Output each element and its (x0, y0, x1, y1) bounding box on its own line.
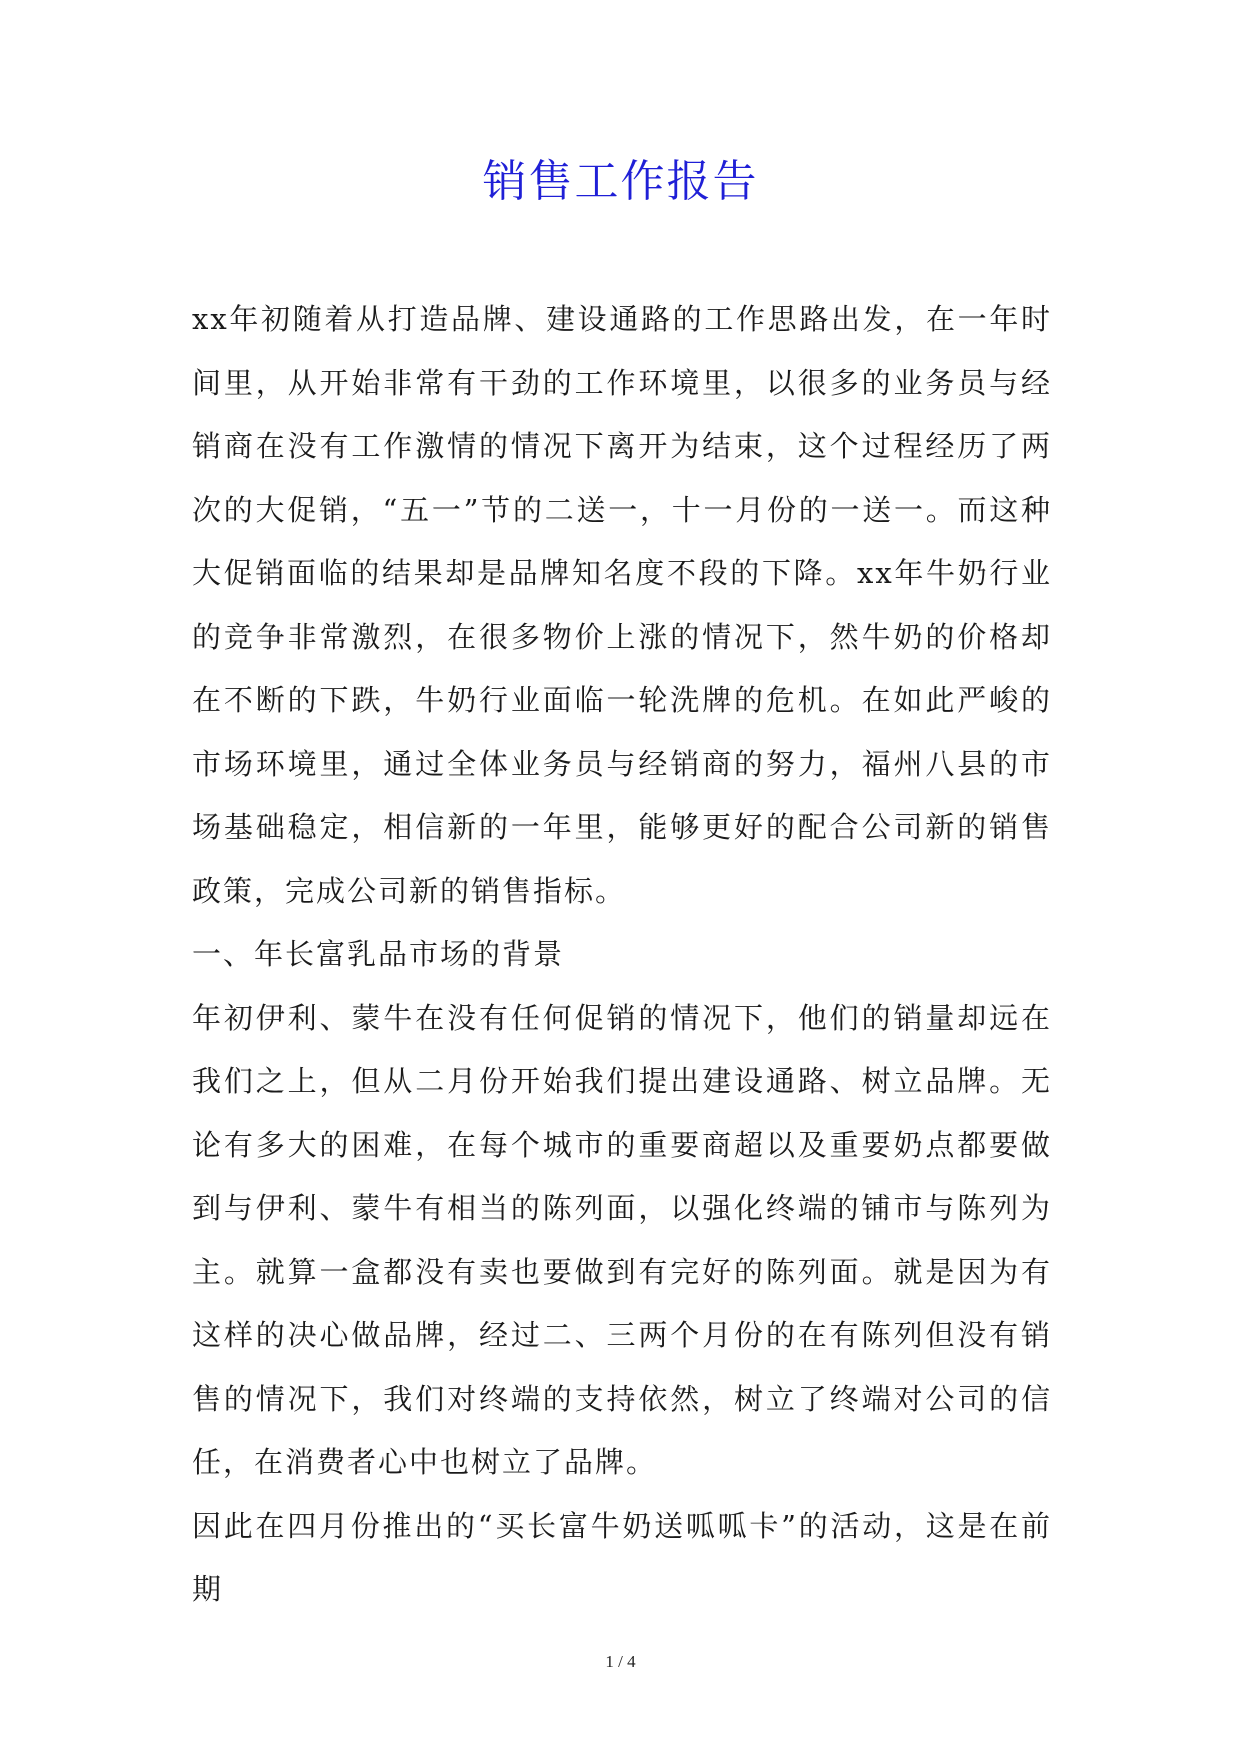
paragraph-background: 年初伊利、蒙牛在没有任何促销的情况下，他们的销量却远在我们之上，但从二月份开始我们提出建设通路、树立品牌。无论有多大的困难，在每个城市的重要商超以及重要奶点都要做到与伊利、蒙牛有相当的陈列面，以强化终端的铺市与陈列为主。就算一盒都没有卖也要做到有完好的陈列面。就是因为有这样的决心做品牌，经过二、三两个月份的在有陈列但没有销售的情况下，我们对终端的支持依然，树立了终端对公司的信任，在消费者心中也树立了品牌。 (192, 1000, 1052, 1479)
paragraph-april-promotion: 因此在四月份推出的“买长富牛奶送呱呱卡”的活动，这是在前期 (192, 1508, 1052, 1606)
section-heading-background: 一、年长富乳品市场的背景 (192, 937, 565, 971)
page-number: 1 / 4 (605, 1652, 636, 1671)
document-title: 销售工作报告 (482, 156, 759, 207)
document-body (192, 288, 1052, 1622)
paragraph-intro: xx年初随着从打造品牌、建设通路的工作思路出发，在一年时间里，从开始非常有干劲的工作环境里，以很多的业务员与经销商在没有工作激情的情况下离开为结束，这个过程经历了两次的大促销，“五一”节的二送一，十一月份的一送一。而这种大促销面临的结果却是品牌知名度不段的下降。xx年牛奶行业的竞争非常激烈，在很多物价上涨的情况下，然牛奶的价格却在不断的下跌，牛奶行业面临一轮洗牌的危机。在如此严峻的市场环境里，通过全体业务员与经销商的努力，福州八县的市场基础稳定，相信新的一年里，能够更好的配合公司新的销售政策，完成公司新的销售指标。 (192, 302, 1052, 908)
